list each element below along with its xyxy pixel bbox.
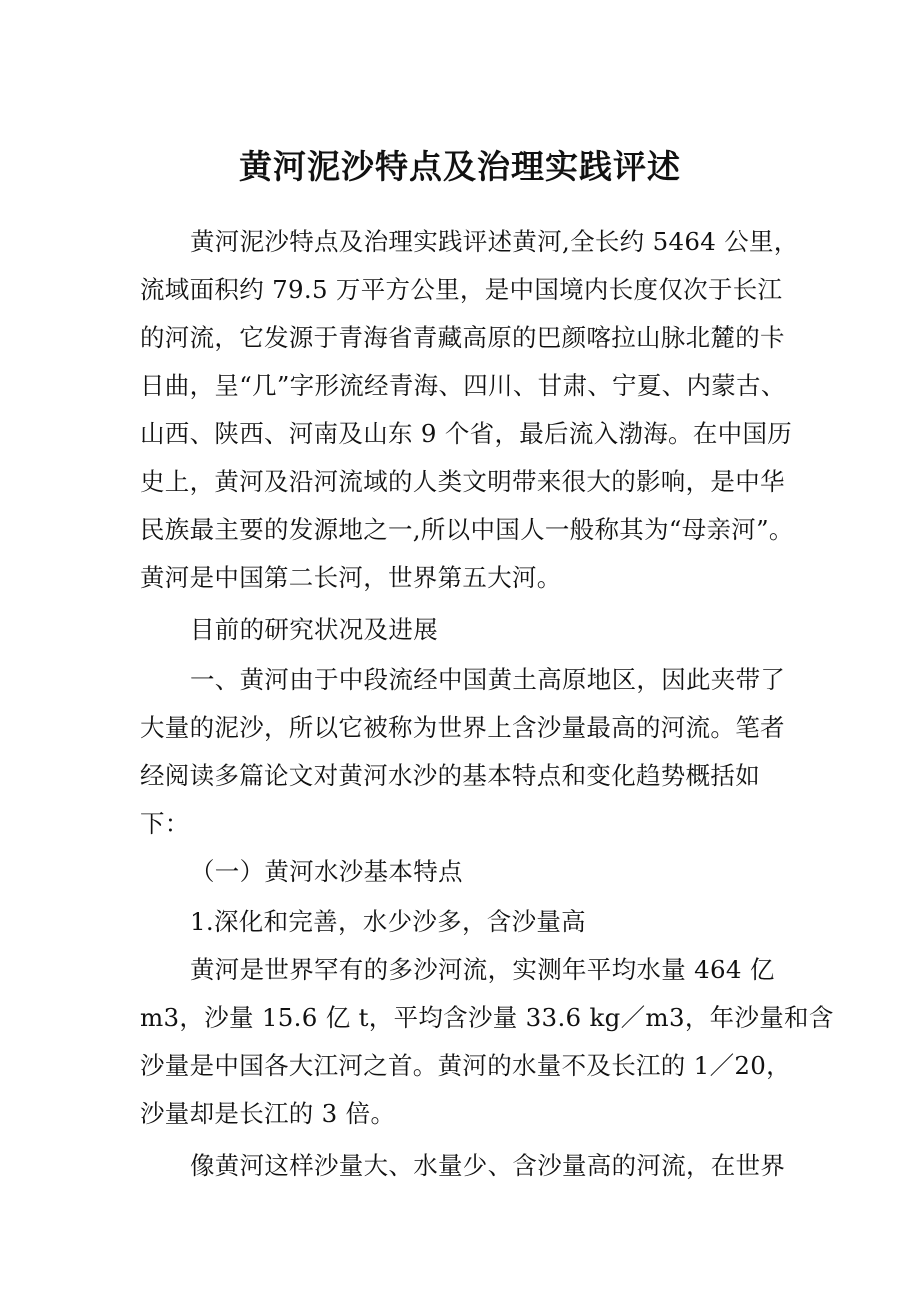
paragraph-line: 像黄河这样沙量大、水量少、含沙量高的河流，在世界 — [190, 1151, 786, 1180]
paragraph-line: 民族最主要的发源地之一,所以中国人一般称其为“母亲河”。 — [140, 515, 794, 544]
paragraph-line: 黄河是世界罕有的多沙河流，实测年平均水量 464 亿 — [190, 955, 775, 984]
paragraph-line: 沙量却是长江的 3 倍。 — [140, 1099, 396, 1128]
paragraph-line: 山西、陕西、河南及山东 9 个省，最后流入渤海。在中国历 — [140, 419, 793, 448]
paragraph-line: m3，沙量 15.6 亿 t，平均含沙量 33.6 kg／m3，年沙量和含 — [140, 1003, 834, 1032]
paragraph-line: 下： — [140, 809, 190, 838]
document-title: 黄河泥沙特点及治理实践评述 — [239, 147, 681, 186]
paragraph-line: 一、黄河由于中段流经中国黄土高原地区，因此夹带了 — [190, 665, 786, 694]
paragraph-line: 流域面积约 79.5 万平方公里，是中国境内长度仅次于长江 — [140, 275, 783, 304]
paragraph-line: 的河流，它发源于青海省青藏高原的巴颜喀拉山脉北麓的卡 — [140, 323, 785, 352]
paragraph-line: 史上，黄河及沿河流域的人类文明带来很大的影响，是中华 — [140, 467, 785, 496]
subsection-heading: 1.深化和完善，水少沙多，含沙量高 — [190, 907, 586, 936]
paragraph-line: 黄河是中国第二长河，世界第五大河。 — [140, 563, 562, 592]
paragraph-line: 大量的泥沙，所以它被称为世界上含沙量最高的河流。笔者 — [140, 713, 785, 742]
paragraph-line: 经阅读多篇论文对黄河水沙的基本特点和变化趋势概括如 — [140, 761, 760, 790]
section-heading: 目前的研究状况及进展 — [190, 615, 438, 644]
paragraph-line: 沙量是中国各大江河之首。黄河的水量不及长江的 1／20， — [140, 1051, 791, 1080]
paragraph-line: 日曲，呈“几”字形流经青海、四川、甘肃、宁夏、内蒙古、 — [140, 371, 786, 400]
subsection-heading: （一）黄河水沙基本特点 — [190, 857, 463, 886]
paragraph-line: 黄河泥沙特点及治理实践评述黄河,全长约 5464 公里， — [190, 227, 799, 256]
